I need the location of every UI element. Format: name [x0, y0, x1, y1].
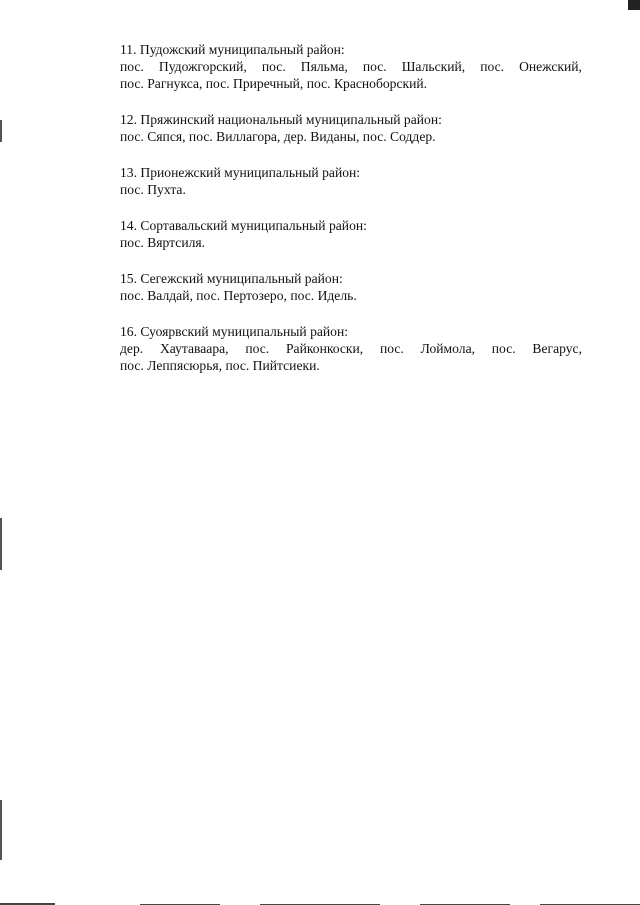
settlement-list-line: пос. Сяпся, пос. Виллагора, дер. Виданы, пос. Соддер.	[120, 129, 436, 144]
list-word: Пяльма,	[300, 59, 348, 74]
list-word: Хаутаваара,	[159, 341, 229, 356]
document-body	[120, 41, 582, 393]
scan-edge-mark	[0, 120, 2, 142]
district-section	[120, 164, 582, 198]
district-heading: 12. Пряжинский национальный муниципальный район:	[120, 112, 442, 127]
district-heading: 16. Суоярвский муниципальный район:	[120, 324, 349, 339]
settlement-list-line: пос. Леппясюрья, пос. Пийтсиеки.	[120, 358, 320, 373]
list-word: Онежский,	[519, 59, 582, 74]
settlement-list-line	[120, 58, 582, 75]
district-heading: 13. Прионежский муниципальный район:	[120, 165, 361, 180]
list-word: пос.	[261, 59, 286, 74]
list-word: пос.	[491, 341, 516, 356]
settlement-list-line: пос. Валдай, пос. Пертозеро, пос. Идель.	[120, 288, 357, 303]
settlement-list-line: пос. Рагнукса, пос. Приречный, пос. Красноборский.	[120, 76, 428, 91]
list-word: пос.	[245, 341, 270, 356]
settlement-list-line: пос. Пухта.	[120, 182, 186, 197]
list-word: Пудожгорский,	[158, 59, 247, 74]
district-section	[120, 41, 582, 92]
scan-edge-mark	[0, 800, 2, 860]
district-heading: 15. Сегежский муниципальный район:	[120, 271, 343, 286]
settlement-list-line	[120, 340, 582, 357]
list-word: Вегарус,	[532, 341, 582, 356]
list-word: пос.	[120, 59, 144, 74]
list-word: пос.	[379, 341, 404, 356]
list-word: пос.	[362, 59, 387, 74]
district-section	[120, 323, 582, 374]
scan-corner-mark	[628, 0, 640, 10]
district-section	[120, 270, 582, 304]
list-word: Шальский,	[401, 59, 466, 74]
district-heading: 14. Сортавальский муниципальный район:	[120, 218, 367, 233]
district-section	[120, 217, 582, 251]
district-section	[120, 111, 582, 145]
list-word: Лоймола,	[420, 341, 475, 356]
list-word: дер.	[120, 341, 144, 356]
list-word: пос.	[480, 59, 505, 74]
list-word: Райконкоски,	[285, 341, 364, 356]
district-heading: 11. Пудожский муниципальный район:	[120, 42, 345, 57]
scan-edge-mark	[0, 518, 2, 570]
settlement-list-line: пос. Вяртсиля.	[120, 235, 206, 250]
